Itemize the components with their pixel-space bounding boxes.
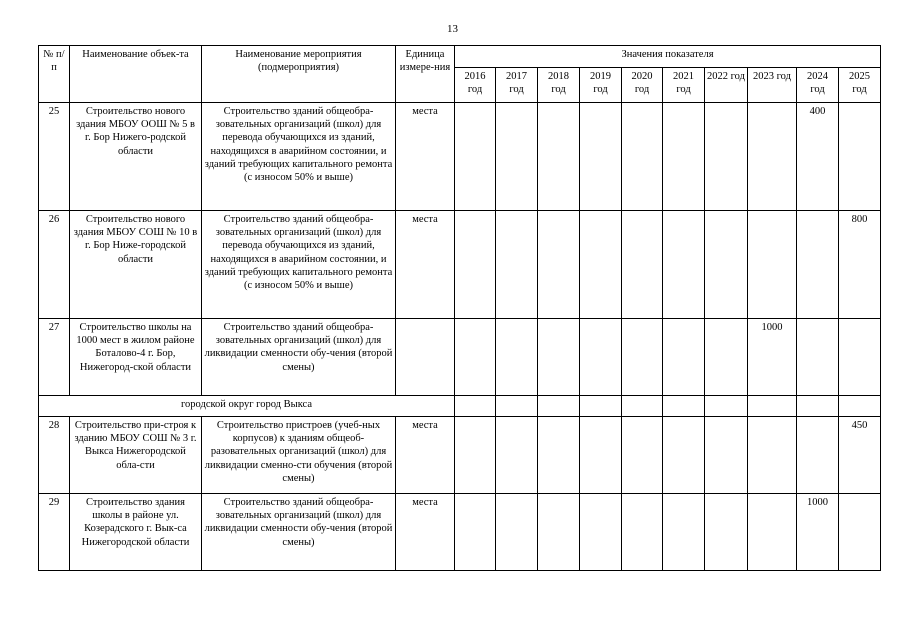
- row-value: [748, 103, 797, 211]
- row-value: [455, 319, 496, 396]
- row-value: [797, 211, 839, 319]
- row-value: 1000: [748, 319, 797, 396]
- section-row: [39, 396, 881, 417]
- row-value: [839, 494, 881, 571]
- section-label: городской округ город Выкса: [39, 396, 455, 417]
- header-year: 2018 год: [538, 68, 580, 103]
- row-measure: Строительство зданий общеобра-зовательных организаций (школ) для перевода обучающихся из зданий, находящихся в аварийном состоянии, и зданий требующих капитального ремонта (с износом 50% и выше): [202, 103, 396, 211]
- table-row: [39, 103, 881, 211]
- header-year: 2022 год: [705, 68, 748, 103]
- row-unit: места: [396, 417, 455, 494]
- row-value: [705, 319, 748, 396]
- row-value: [839, 319, 881, 396]
- row-value: [622, 494, 663, 571]
- row-value: [748, 417, 797, 494]
- row-value: [705, 417, 748, 494]
- header-year: 2024 год: [797, 68, 839, 103]
- row-value: [580, 319, 622, 396]
- row-unit: [396, 319, 455, 396]
- row-value: 800: [839, 211, 881, 319]
- row-num: 25: [39, 103, 70, 211]
- row-measure: Строительство зданий общеобра-зовательных организаций (школ) для ликвидации сменности обу-чения (второй смены): [202, 494, 396, 571]
- row-measure: Строительство пристроев (учеб-ных корпусов) к зданиям общеоб-разовательных организаций (школ) для ликвидации сменно-сти обучения (второй смены): [202, 417, 396, 494]
- row-value: [663, 319, 705, 396]
- row-object: Строительство при-строя к зданию МБОУ СОШ № 3 г. Выкса Нижегородской обла-сти: [70, 417, 202, 494]
- row-value: [496, 319, 538, 396]
- row-value: [622, 319, 663, 396]
- row-value: [455, 494, 496, 571]
- row-value: [663, 211, 705, 319]
- table-row: [39, 319, 881, 396]
- row-value: [580, 211, 622, 319]
- header-row-1: [39, 46, 881, 68]
- row-value: [580, 103, 622, 211]
- row-value: [797, 417, 839, 494]
- row-value: [538, 103, 580, 211]
- row-value: [839, 103, 881, 211]
- row-value: [496, 103, 538, 211]
- row-measure: Строительство зданий общеобра-зовательных организаций (школ) для ликвидации сменности обу-чения (второй смены): [202, 319, 396, 396]
- row-value: 1000: [797, 494, 839, 571]
- row-value: [580, 494, 622, 571]
- row-value: [538, 211, 580, 319]
- section-empty-cell: [580, 396, 622, 417]
- row-value: 400: [797, 103, 839, 211]
- row-value: [580, 417, 622, 494]
- row-value: [496, 211, 538, 319]
- header-year: 2016 год: [455, 68, 496, 103]
- header-values: Значения показателя: [455, 46, 881, 68]
- row-value: [496, 494, 538, 571]
- table-row: [39, 494, 881, 571]
- section-empty-cell: [622, 396, 663, 417]
- row-object: Строительство здания школы в районе ул. Козерадского г. Вык-са Нижегородской области: [70, 494, 202, 571]
- header-year: 2021 год: [663, 68, 705, 103]
- section-empty-cell: [496, 396, 538, 417]
- header-object: Наименование объек-та: [70, 46, 202, 103]
- row-num: 28: [39, 417, 70, 494]
- row-measure: Строительство зданий общеобра-зовательных организаций (школ) для перевода обучающихся из зданий, находящихся в аварийном состоянии, и зданий требующих капитального ремонта (с износом 50% и выше): [202, 211, 396, 319]
- row-object: Строительство нового здания МБОУ СОШ № 10 в г. Бор Ниже-городской области: [70, 211, 202, 319]
- row-value: [797, 319, 839, 396]
- row-value: [705, 494, 748, 571]
- page-number: 13: [447, 23, 458, 35]
- section-empty-cell: [455, 396, 496, 417]
- row-value: [663, 494, 705, 571]
- row-object: Строительство школы на 1000 мест в жилом районе Боталово-4 г. Бор, Нижегород-ской области: [70, 319, 202, 396]
- row-value: [748, 211, 797, 319]
- row-value: [538, 494, 580, 571]
- row-unit: места: [396, 211, 455, 319]
- row-value: [663, 103, 705, 211]
- row-value: [622, 417, 663, 494]
- row-num: 27: [39, 319, 70, 396]
- row-num: 29: [39, 494, 70, 571]
- row-value: [455, 103, 496, 211]
- indicators-table: [38, 45, 881, 571]
- section-empty-cell: [839, 396, 881, 417]
- row-value: [538, 417, 580, 494]
- row-value: [748, 494, 797, 571]
- row-value: [705, 103, 748, 211]
- row-value: [663, 417, 705, 494]
- header-year: 2017 год: [496, 68, 538, 103]
- row-value: 450: [839, 417, 881, 494]
- header-year: 2020 год: [622, 68, 663, 103]
- section-empty-cell: [538, 396, 580, 417]
- section-empty-cell: [797, 396, 839, 417]
- header-num: № п/п: [39, 46, 70, 103]
- row-num: 26: [39, 211, 70, 319]
- header-unit: Единица измере-ния: [396, 46, 455, 103]
- header-measure: Наименование мероприятия (подмероприятия): [202, 46, 396, 103]
- section-empty-cell: [748, 396, 797, 417]
- header-year: 2023 год: [748, 68, 797, 103]
- row-value: [538, 319, 580, 396]
- row-unit: места: [396, 103, 455, 211]
- table-row: [39, 417, 881, 494]
- row-value: [455, 211, 496, 319]
- row-value: [622, 103, 663, 211]
- header-year: 2019 год: [580, 68, 622, 103]
- row-value: [455, 417, 496, 494]
- row-object: Строительство нового здания МБОУ ООШ № 5 в г. Бор Нижего-родской области: [70, 103, 202, 211]
- row-value: [622, 211, 663, 319]
- row-value: [496, 417, 538, 494]
- section-empty-cell: [705, 396, 748, 417]
- table-row: [39, 211, 881, 319]
- row-value: [705, 211, 748, 319]
- row-unit: места: [396, 494, 455, 571]
- header-year: 2025 год: [839, 68, 881, 103]
- section-empty-cell: [663, 396, 705, 417]
